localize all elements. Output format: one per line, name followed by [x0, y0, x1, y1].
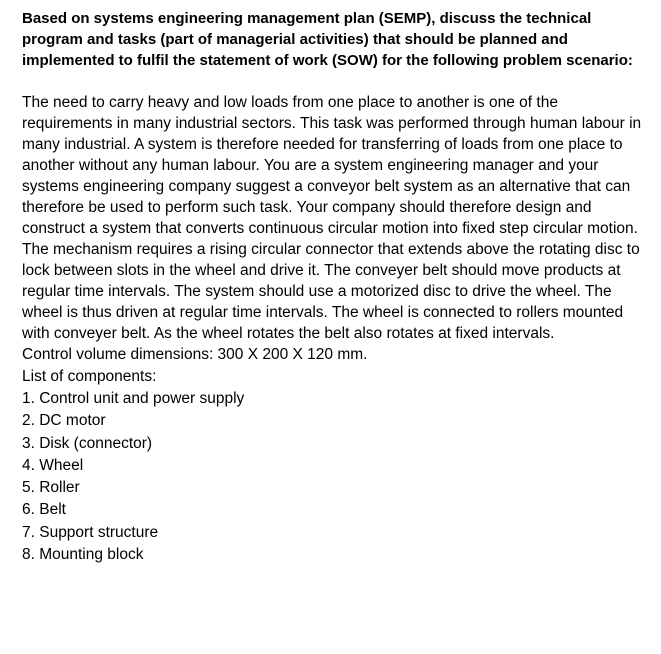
list-item: 5. Roller — [22, 479, 80, 497]
list-item: 4. Wheel — [22, 456, 84, 474]
list-item: 3. Disk (connector) — [22, 434, 153, 452]
list-item: 7. Support structure — [22, 523, 159, 541]
components-title: List of components: — [22, 368, 157, 385]
list-item: 8. Mounting block — [22, 546, 144, 564]
list-item: 2. DC motor — [22, 412, 106, 430]
list-item: 1. Control unit and power supply — [22, 390, 245, 407]
document-body — [22, 8, 652, 566]
question-heading: Based on systems engineering management plan (SEMP), discuss the technical program and tasks (part of managerial activities) that should be planned and implemented to fulfil the statement of work (SOW) for the following problem scenario: — [22, 10, 633, 69]
scenario-paragraph: The need to carry heavy and low loads from one place to another is one of the requirements in many industrial sectors. This task was performed through human labour in many industrial. A system is therefore needed for transferring of loads from one place to another without any human labour. You are a system engineering manager and your systems engineering company suggest a conveyor belt system as an alternative that can therefore be used to perform such task. Your company should therefore design and construct a system that converts continuous circular motion into fixed step circular motion. The mechanism requires a rising circular connector that extends above the rotating disc to lock between slots in the wheel and drive it. The conveyer belt should move products at regular time intervals. The system should use a motorized disc to drive the wheel. The wheel is thus driven at regular time intervals. The wheel is connected to rollers mounted with conveyer belt. As the wheel rotates the belt also rotates at fixed intervals. — [22, 94, 642, 342]
blank-line — [22, 71, 652, 92]
list-item: 6. Belt — [22, 501, 66, 519]
control-volume-text: Control volume dimensions: 300 X 200 X 120 mm. — [22, 346, 368, 363]
components-list — [22, 388, 652, 566]
